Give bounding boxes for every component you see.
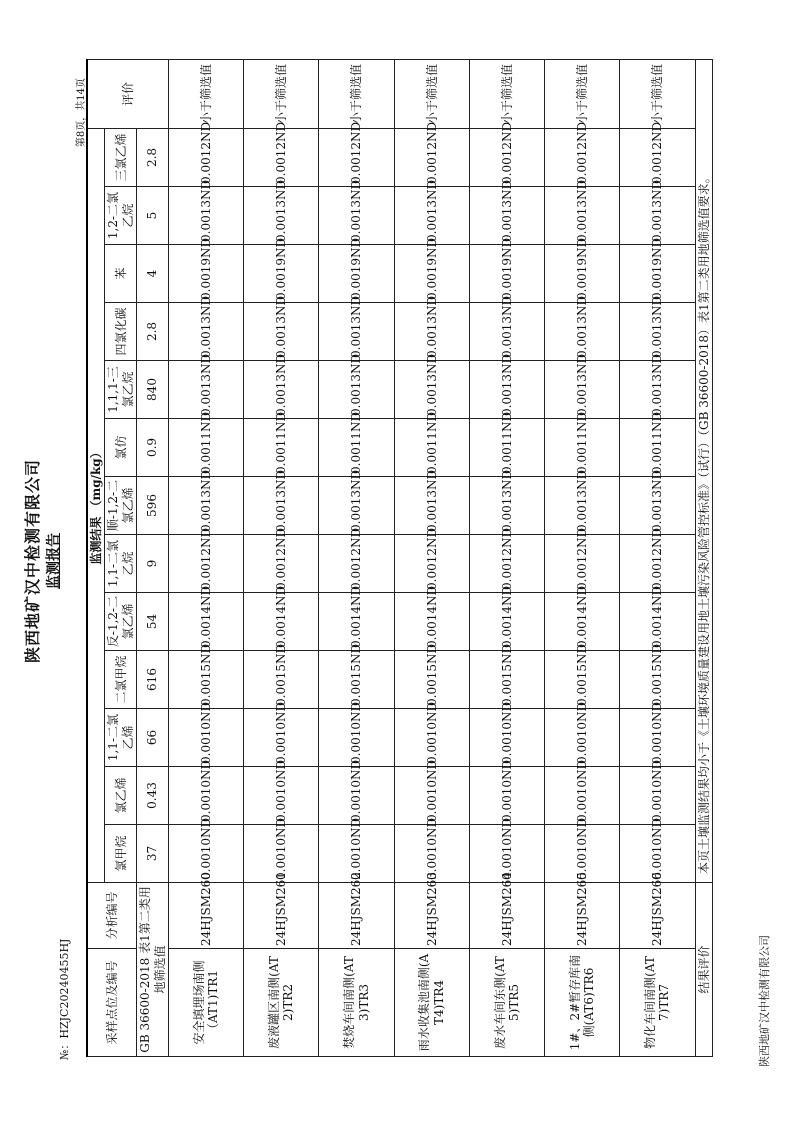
result-value: 0.0015ND [319,651,394,709]
screening-value: 66 [137,709,169,767]
result-value: 0.0019ND [394,245,469,303]
result-value: 0.0010ND [244,709,319,767]
table-row [469,59,544,1056]
result-value: 0.0010ND [545,767,620,825]
result-value: 0.0019ND [620,245,695,303]
result-value: 0.0015ND [244,651,319,709]
result-value: 0.0010ND [244,825,319,883]
result-value: 0.0019ND [244,245,319,303]
result-value: 0.0019ND [469,245,544,303]
result-value: 0.0010ND [620,767,695,825]
analyte-header: 1,2-二氯乙烷 [105,187,137,245]
screening-value: 0.9 [137,419,169,477]
result-value: 0.0012ND [168,535,243,593]
sampling-location: 焚烧车间南侧(AT3)TR3 [319,949,394,1057]
result-value: 0.0014ND [319,593,394,651]
result-value: 0.0013ND [168,303,243,361]
result-value: 0.0012ND [319,128,394,186]
result-value: 0.0013ND [244,187,319,245]
result-value: 0.0011ND [319,419,394,477]
analysis-number: 24HJSM260 [168,883,243,949]
result-value: 0.0013ND [394,477,469,535]
analyte-header: 二氯甲烷 [105,651,137,709]
screening-label: GB 36600-2018 表1第二类用地筛选值 [137,883,169,1057]
evaluation-header: 评价 [87,59,168,128]
result-value: 0.0012ND [545,535,620,593]
result-value: 0.0013ND [620,187,695,245]
result-value: 0.0014ND [469,593,544,651]
table-row [545,59,620,1056]
result-value: 0.0013ND [319,303,394,361]
screening-value: 37 [137,825,169,883]
result-value: 0.0011ND [620,419,695,477]
analysis-number: 24HJSM264 [469,883,544,949]
result-value: 0.0014ND [394,593,469,651]
result-value: 0.0011ND [168,419,243,477]
result-value: 0.0013ND [244,361,319,419]
evaluation-result: 小于筛选值 [620,59,695,128]
result-value: 0.0010ND [394,709,469,767]
screening-value: 5 [137,187,169,245]
company-title: 陕西地矿汉中检测有限公司 [23,459,42,664]
result-value: 0.0013ND [469,361,544,419]
analyte-header: 氯仿 [105,419,137,477]
result-value: 0.0012ND [469,535,544,593]
result-value: 0.0013ND [545,187,620,245]
table-row [244,59,319,1056]
result-value: 0.0010ND [319,767,394,825]
report-number: №：HZJC20240455HJ [58,938,71,1060]
conclusion-label: 结果评价 [695,883,712,1057]
result-value: 0.0013ND [469,477,544,535]
header-row-group [87,59,105,1056]
result-value: 0.0013ND [394,361,469,419]
result-value: 0.0012ND [244,128,319,186]
result-value: 0.0010ND [319,825,394,883]
analyte-header: 1,1-二氯乙烯 [105,709,137,767]
result-value: 0.0013ND [319,361,394,419]
result-value: 0.0019ND [319,245,394,303]
result-value: 0.0010ND [168,825,243,883]
result-value: 0.0010ND [394,825,469,883]
screening-value: 2.8 [137,303,169,361]
screening-value: 0.43 [137,767,169,825]
result-value: 0.0012ND [394,535,469,593]
result-value: 0.0010ND [469,825,544,883]
analysis-number: 24HJSM265 [545,883,620,949]
result-value: 0.0010ND [469,767,544,825]
result-value: 0.0012ND [244,535,319,593]
result-value: 0.0013ND [168,361,243,419]
page-number: 第8页，共14页 [76,78,87,148]
analyte-header: 苯 [105,245,137,303]
evaluation-result: 小于筛选值 [168,59,243,128]
result-value: 0.0010ND [545,709,620,767]
screening-value: 9 [137,535,169,593]
sampling-location: 安全填埋场南侧（AT1)TR1 [168,949,243,1057]
result-value: 0.0010ND [620,825,695,883]
result-value: 0.0011ND [394,419,469,477]
analyte-header: 氯乙烯 [105,767,137,825]
result-value: 0.0013ND [394,303,469,361]
result-value: 0.0012ND [545,128,620,186]
result-value: 0.0013ND [620,477,695,535]
result-value: 0.0019ND [168,245,243,303]
monitoring-results-table [86,59,713,1057]
result-value: 0.0010ND [244,767,319,825]
analyte-header: 1,1,1-三氯乙烷 [105,361,137,419]
result-value: 0.0014ND [620,593,695,651]
sampling-location: 废水车间东侧(AT5)TR5 [469,949,544,1057]
analysis-number: 24HJSM266 [620,883,695,949]
result-value: 0.0013ND [620,303,695,361]
result-value: 0.0013ND [469,187,544,245]
screening-value: 2.8 [137,128,169,186]
report-title: 监测报告 [46,533,62,589]
result-value: 0.0013ND [545,477,620,535]
result-value: 0.0013ND [168,477,243,535]
result-value: 0.0015ND [620,651,695,709]
result-value: 0.0010ND [545,825,620,883]
table-row [620,59,695,1056]
footer-company: 陕西地矿汉中检测有限公司 [758,935,771,1067]
result-value: 0.0011ND [244,419,319,477]
screening-value: 616 [137,651,169,709]
analyte-header: 氯甲烷 [105,825,137,883]
analyte-header: 反-1,2-二氯乙烯 [105,593,137,651]
screening-value-row [137,59,169,1056]
analysis-number: 24HJSM263 [394,883,469,949]
evaluation-result: 小于筛选值 [545,59,620,128]
result-value: 0.0013ND [469,303,544,361]
result-value: 0.0010ND [469,709,544,767]
result-value: 0.0013ND [319,477,394,535]
screening-value: 4 [137,245,169,303]
result-value: 0.0013ND [545,303,620,361]
result-value: 0.0011ND [545,419,620,477]
result-value: 0.0010ND [319,709,394,767]
analyte-header: 1,1-二氯乙烷 [105,535,137,593]
conclusion-text: 本页土壤监测结果均小于《土壤环境质量建设用地土壤污染风险管控标准》（试行）（GB 36600-2018）表1第二类用地筛选值要求。 [695,59,712,882]
result-value: 0.0012ND [168,128,243,186]
analyte-header: 顺-1,2-二氯乙烯 [105,477,137,535]
result-value: 0.0011ND [469,419,544,477]
result-value: 0.0015ND [394,651,469,709]
result-value: 0.0015ND [469,651,544,709]
conclusion-row [695,59,712,1056]
result-value: 0.0013ND [319,187,394,245]
evaluation-result: 小于筛选值 [394,59,469,128]
analysis-no-header: 分析编号 [87,883,137,949]
result-value: 0.0015ND [168,651,243,709]
result-value: 0.0010ND [394,767,469,825]
sampling-location: 物化车间南侧(AT7)TR7 [620,949,695,1057]
analyte-header: 四氯化碳 [105,303,137,361]
table-row [168,59,243,1056]
result-value: 0.0010ND [168,709,243,767]
result-value: 0.0012ND [469,128,544,186]
sampling-location: 废液罐区南侧(AT2)TR2 [244,949,319,1057]
screening-value: 54 [137,593,169,651]
table-row [394,59,469,1056]
result-value: 0.0012ND [394,128,469,186]
table-body [168,59,695,1056]
result-value: 0.0013ND [620,361,695,419]
analysis-number: 24HJSM261 [244,883,319,949]
result-value: 0.0014ND [168,593,243,651]
evaluation-result: 小于筛选值 [244,59,319,128]
location-header: 采样点位及编号 [87,949,137,1057]
result-value: 0.0013ND [244,477,319,535]
result-value: 0.0013ND [168,187,243,245]
analyte-header: 三氯乙烯 [105,128,137,186]
result-value: 0.0014ND [244,593,319,651]
evaluation-result: 小于筛选值 [319,59,394,128]
result-value: 0.0019ND [545,245,620,303]
screening-value: 840 [137,361,169,419]
result-value: 0.0013ND [244,303,319,361]
screening-value: 596 [137,477,169,535]
result-value: 0.0010ND [168,767,243,825]
result-value: 0.0012ND [319,535,394,593]
result-value: 0.0014ND [545,593,620,651]
results-group-header: 监测结果 （mg/kg） [87,128,105,882]
result-value: 0.0015ND [545,651,620,709]
result-value: 0.0012ND [620,535,695,593]
analysis-number: 24HJSM262 [319,883,394,949]
result-value: 0.0010ND [620,709,695,767]
result-value: 0.0013ND [394,187,469,245]
sampling-location: 1#、2#暂存库南侧(AT6)TR6 [545,949,620,1057]
sampling-location: 雨水收集池南侧(AT4)TR4 [394,949,469,1057]
result-value: 0.0013ND [545,361,620,419]
table-row [319,59,394,1056]
evaluation-result: 小于筛选值 [469,59,544,128]
result-value: 0.0012ND [620,128,695,186]
